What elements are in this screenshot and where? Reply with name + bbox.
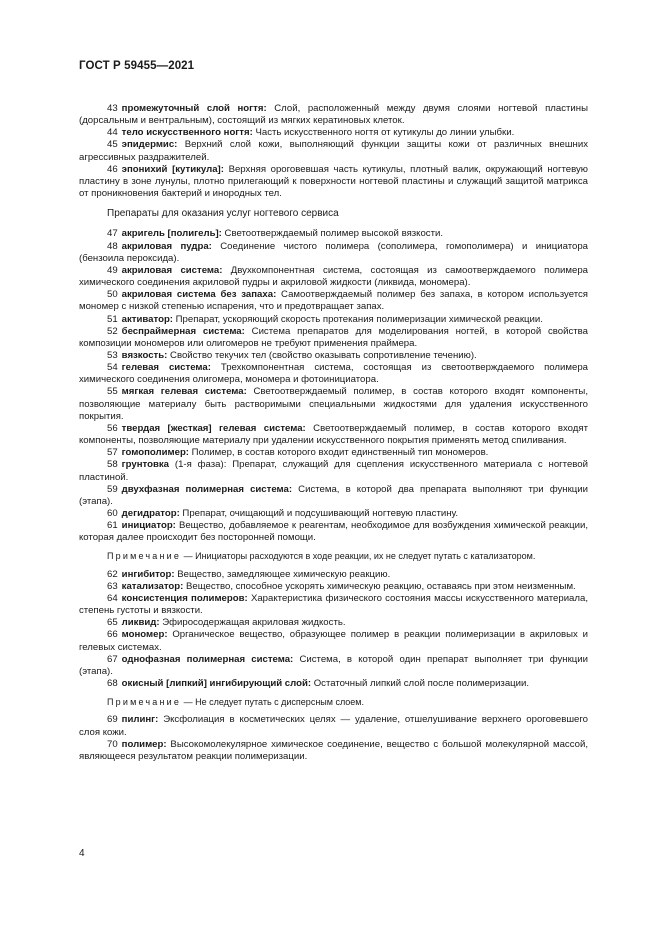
term-entry (79, 103, 588, 127)
term-number: 60 (107, 508, 118, 519)
term-definition: Остаточный липкий слой после полимеризации. (311, 678, 530, 690)
terms-group-continued (79, 569, 588, 691)
term-name: эпидермис: (121, 139, 178, 151)
term-name: консистенция полимеров: (121, 592, 248, 604)
term-entry (79, 678, 588, 690)
term-name: акриловая система: (121, 264, 223, 276)
term-number: 52 (107, 325, 118, 337)
term-definition: Верхний слой кожи, выполняющий функции защиты кожи от различных внешних агрессивных раздражителей. (79, 139, 588, 163)
term-entry (79, 654, 588, 678)
term-number: 47 (107, 228, 118, 240)
term-definition: Препарат, ускоряющий скорость протекания полимеризации химической реакции. (173, 313, 543, 325)
term-number: 67 (107, 653, 118, 665)
term-name: акриловая система без запаха: (121, 289, 277, 301)
term-entry (79, 739, 588, 763)
term-entry (79, 617, 588, 629)
term-definition: Высокомолекулярное химическое соединение, вещество с большой молекулярной массой, являющееся результатом реакции полимеризации. (79, 738, 588, 762)
term-name: акриловая пудра: (121, 240, 212, 252)
term-entry (79, 228, 588, 240)
term-number: 51 (107, 313, 118, 325)
term-definition: Слой, расположенный между двумя слоями ногтевой пластины (дорсальным и вентральным), состоящий из мягких кератиновых клеток. (79, 103, 588, 127)
term-definition: Соединение чистого полимера (сополимера, гомополимера) и инициатора (бензоила пероксида). (79, 240, 589, 264)
term-name: дегидратор: (121, 508, 180, 519)
term-number: 49 (107, 264, 118, 276)
term-name: беспраймерная система: (121, 325, 245, 337)
term-name: вязкость: (121, 349, 168, 361)
term-entry (79, 593, 588, 617)
term-number: 50 (107, 289, 118, 301)
term-entry (79, 484, 588, 508)
term-entry (79, 508, 588, 520)
term-definition: Препарат, очищающий и подсушивающий ногтевую пластину. (179, 508, 458, 519)
term-definition: Вещество, замедляющее химическую реакцию. (174, 568, 391, 580)
term-name: пилинг: (121, 714, 159, 726)
term-number: 58 (107, 459, 118, 471)
term-definition: Система, в которой один препарат выполняет три функции (этапа). (79, 653, 588, 677)
term-entry (79, 714, 588, 738)
term-number: 56 (107, 422, 118, 434)
page-header: ГОСТ Р 59455—2021 (79, 60, 195, 72)
term-definition: Система препаратов для моделирования ногтей, в которой свойства композиции мономеров или олигомеров не требуют применения праймера. (79, 325, 588, 349)
term-name: мягкая гелевая система: (121, 386, 247, 398)
term-number: 70 (107, 738, 118, 750)
term-number: 55 (107, 386, 118, 398)
term-name: гомополимер: (121, 447, 190, 459)
term-number: 66 (107, 629, 118, 641)
term-number: 46 (107, 163, 118, 175)
term-entry (79, 241, 588, 265)
term-definition: Полимер, в состав которого входит единственный тип мономеров. (189, 447, 489, 459)
term-definition: Двухкомпонентная система, состоящая из самоотверждаемого полимера химического соединения акриловой пудры и акриловой жидкости (ликвида, мономера). (79, 264, 588, 289)
term-entry (79, 314, 588, 326)
term-name: однофазная полимерная система: (121, 653, 294, 665)
page-number: 4 (79, 848, 85, 859)
term-name: двухфазная полимерная система: (121, 483, 293, 495)
terms-group-general (79, 103, 588, 200)
term-definition: Система, в которой два препарата выполняют три функции (этапа). (79, 483, 588, 507)
term-name: тело искусственного ногтя: (121, 127, 253, 139)
term-definition: Вещество, добавляемое к реагентам, необходимое для возбуждения химической реакции, которая далее происходит без посторонней помощи. (79, 520, 588, 544)
term-definition: Часть искусственного ногтя от кутикулы до линии улыбки. (252, 127, 515, 139)
term-number: 68 (107, 678, 118, 690)
note-text: — Инициаторы расходуются в ходе реакции, их не следует путать с катализатором. (181, 551, 536, 562)
term-definition: Трехкомпонентная система, состоящая из светоотверждаемого полимера химического соединения олигомера, мономера и фотоинициатора. (79, 362, 588, 386)
term-name: инициатор: (121, 520, 176, 532)
term-definition: Вещество, способное ускорять химическую реакцию, оставаясь при этом неизменным. (183, 580, 576, 592)
term-entry (79, 139, 588, 163)
term-number: 63 (107, 580, 118, 592)
term-definition: Верхняя ороговевшая часть кутикулы, плотный валик, окружающий ногтевую пластину в зоне лунулы, плотно прилегающий к поверхности ногтевой пластины и служащий защитой матрикса от проникновения бактерий и инородных тел. (79, 163, 589, 200)
term-name: твердая [жесткая] гелевая система: (121, 422, 306, 434)
term-entry (79, 569, 588, 581)
term-definition: Светоотверждаемый полимер высокой вязкости. (221, 228, 444, 240)
term-entry (79, 350, 588, 362)
term-name: активатор: (121, 313, 173, 325)
term-name: ингибитор: (121, 568, 175, 580)
term-name: окисный [липкий] ингибирующий слой: (121, 678, 312, 690)
term-entry (79, 447, 588, 459)
term-name: катализатор: (121, 580, 184, 592)
term-number: 61 (107, 520, 118, 532)
term-entry (79, 520, 588, 544)
note-dispersed-layer (79, 696, 588, 708)
term-name: акригель [полигель]: (121, 228, 222, 240)
term-name: мономер: (121, 629, 168, 641)
term-entry (79, 386, 588, 422)
term-number: 69 (107, 714, 118, 726)
note-label: Примечание (107, 551, 182, 562)
document-body (79, 103, 588, 763)
term-number: 44 (107, 127, 118, 139)
term-name: грунтовка (121, 459, 169, 471)
term-number: 43 (107, 103, 118, 114)
term-definition: Эксфолиация в косметических целях — удаление, отшелушивание верхнего ороговевшего слоя кожи. (79, 714, 588, 738)
term-name: ликвид: (121, 617, 160, 629)
term-name: промежуточный слой ногтя: (121, 103, 267, 114)
term-entry (79, 629, 588, 653)
term-definition: Органическое вещество, образующее полимер в реакции полимеризации в акриловых и гелевых системах. (79, 629, 588, 653)
term-number: 48 (107, 240, 118, 252)
term-definition: Светоотверждаемый полимер, в состав которого входят компоненты, позволяющие материалу при удалении искусственного покрытия применять метод спиливания. (79, 422, 588, 447)
term-number: 53 (107, 349, 118, 361)
note-text: — Не следует путать с дисперсным слоем. (181, 697, 364, 708)
term-entry (79, 164, 588, 200)
term-number: 65 (107, 617, 118, 629)
term-number: 57 (107, 447, 118, 459)
term-number: 59 (107, 483, 118, 495)
term-entry (79, 326, 588, 350)
term-entry (79, 127, 588, 139)
term-definition: Эфиросодержащая акриловая жидкость. (159, 617, 346, 629)
term-name: гелевая система: (121, 362, 211, 374)
terms-group-preparations (79, 228, 588, 544)
term-entry (79, 289, 588, 313)
note-initiators (79, 550, 588, 562)
term-definition: Свойство текучих тел (свойство оказывать сопротивление течению). (167, 349, 477, 361)
terms-group-final (79, 714, 588, 763)
term-definition: Характеристика физического состояния массы искусственного материала, степень густоты и вязкости. (79, 592, 588, 617)
term-definition: Светоотверждаемый полимер, в состав которого входят компоненты, позволяющие материалу быть растворимыми специальными жидкостями для удаления искусственного покрытия. (79, 386, 588, 422)
term-name: полимер: (121, 738, 167, 750)
term-definition: Самоотверждаемый полимер без запаха, в котором используется мономер с низкой степенью испарения, что и предотвращает запах. (79, 289, 588, 313)
term-number: 45 (107, 139, 118, 151)
term-number: 62 (107, 568, 118, 580)
term-entry (79, 423, 588, 447)
term-entry (79, 581, 588, 593)
term-number: 54 (107, 362, 118, 374)
term-entry (79, 362, 588, 386)
term-name: эпонихий [кутикула]: (121, 163, 224, 175)
term-number: 64 (107, 592, 118, 604)
section-title: Препараты для оказания услуг ногтевого сервиса (107, 208, 339, 220)
note-label: Примечание (107, 697, 182, 708)
term-entry (79, 265, 588, 289)
term-entry (79, 459, 588, 483)
term-definition: (1-я фаза): Препарат, служащий для сцепления искусственного материала с ногтевой пластиной. (79, 459, 588, 483)
